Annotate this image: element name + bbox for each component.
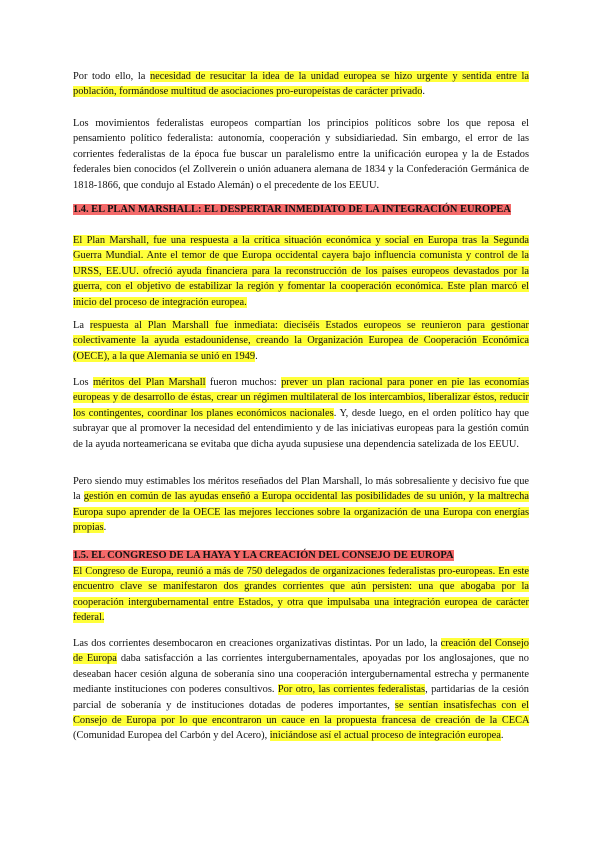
paragraph-congreso-europa bbox=[73, 564, 529, 626]
text-run: . bbox=[255, 350, 258, 362]
highlighted-text: se sentían insatisfechas con el Consejo de Europa por lo que encontraron un cauce en la propuesta francesa de creación de la CECA bbox=[73, 699, 529, 727]
text-run: Las dos corrientes desembocaron en creaciones organizativas distintas. Por un lado, la bbox=[73, 638, 441, 649]
paragraph-plan-marshall bbox=[73, 233, 529, 310]
text-run: La bbox=[73, 320, 90, 331]
text-run: . Y, desde luego, en el orden político hay que subrayar que al promover la necesidad del entendimiento y de las iniciativas europeas para la gestión común de la ayuda norteamericana se evitaba que dicha ayuda supusiese una dependencia satelizada de los EEUU. bbox=[73, 407, 530, 450]
highlighted-text: méritos del Plan Marshall bbox=[93, 377, 206, 388]
paragraph-meritos bbox=[73, 375, 529, 452]
highlighted-text: prever un plan racional para poner en pie las economías europeas y de desarrollo de éstas, crear un régimen multilateral de los intercambios, liberalizar éstos, reducir los contingentes, coordinar los planes económicos nacionales bbox=[73, 377, 530, 419]
text-run: Por todo ello, la bbox=[73, 71, 150, 82]
text-run: (Comunidad Europea del Carbón y del Acero), bbox=[73, 730, 270, 742]
text-run: fueron muchos: bbox=[205, 377, 282, 388]
highlighted-text: . Ante el temor de que Europa occidental cayera bajo influencia comunista y control de la URSS, EE.UU. ofreció ayuda financiera para la reconstrucción de los países europeos devastados por la guerra, con el objetivo de estabilizar la región y fomentar la cooperación económica. Este plan marcó el inicio del proceso de integración europea. bbox=[73, 250, 529, 308]
highlighted-text: gestión en común de las ayudas enseñó a Europa occidental las posibilidades de su unión, y la maltrecha Europa supo aprender de la OECE las mejores lecciones sobre la organización de una Europa con energías propias bbox=[73, 491, 529, 534]
text-run: Los bbox=[73, 377, 93, 388]
paragraph-unidad-europea bbox=[73, 69, 529, 100]
highlighted-text: respuesta a la crítica situación económica y social en Europa tras la Segunda Guerra Mundial bbox=[73, 235, 530, 262]
text-run: , partidarias de la cesión parcial de soberanía y de instituciones dotadas de poderes importantes, bbox=[73, 684, 529, 711]
paragraph-movimientos-federalistas bbox=[73, 116, 529, 193]
paragraph-respuesta-plan bbox=[73, 318, 529, 364]
highlighted-text: respuesta al Plan Marshall fue inmediata: dieciséis Estados europeos se reunieron para gestionar colectivamente la ayuda estadounidense, creando la Organización Europea de Cooperación Económica (OECE), a la que Alemania se unió en 1949 bbox=[73, 320, 529, 362]
section-heading-congreso-haya: 1.5. EL CONGRESO DE LA HAYA Y LA CREACIÓN DEL CONSEJO DE EUROPA bbox=[73, 550, 454, 561]
text-run: . bbox=[422, 86, 426, 98]
text-run: daba satisfacción a las corrientes intergubernamentales, apoyadas por los anglosajones, que no deseaban hacer cesión alguna de soberanía sino una cooperación intergubernamental estrecha y permanente mediante instituciones con poderes consultivos. bbox=[73, 653, 529, 696]
section-heading-plan-marshall: 1.4. EL PLAN MARSHALL: EL DESPERTAR INMEDIATO DE LA INTEGRACIÓN EUROPEA bbox=[73, 204, 511, 215]
text-run: Pero siendo muy estimables los méritos reseñados del Plan Marshall, lo más sobresaliente y decisivo fue que la bbox=[73, 476, 529, 503]
highlighted-text: Por otro, las corrientes federalistas bbox=[277, 684, 426, 696]
highlighted-text: necesidad de resucitar la idea de la unidad europea se hizo urgente y sentida entre la población, formándose multitud de asociaciones pro-europeístas de carácter privado bbox=[73, 71, 529, 98]
highlighted-text: El Congreso de Europa, reunió a más de 750 delegados de organizaciones federalistas pro-europeas. En este encuentro clave se manifestaron dos grandes corrientes que aún persisten: una que abogaba por la cooperación intergubernamental entre Estados, y otra que impulsaba una integración europea de carácter federal. bbox=[73, 566, 529, 624]
text-run: . bbox=[103, 522, 107, 534]
paragraph-gestion-comun bbox=[73, 474, 529, 536]
highlighted-text: creación del Consejo de Europa bbox=[73, 638, 530, 665]
highlighted-text: El Plan Marshall, fue una bbox=[73, 235, 191, 246]
paragraph-dos-corrientes bbox=[73, 636, 529, 744]
text-run: Los movimientos federalistas europeos compartían los principios políticos sobre los que reposa el pensamiento político federalista: autonomía, cooperación y subsidiariedad. Sin embargo, el error de las corrientes federalistas de la época fue buscar un paralelismo entre la unificación europea y la de Estados federales bien conocidos (el Zollverein o unión aduanera alemana de 1834 y la Confederación Germánica de 1818-1866, que condujo al Estado Alemán) o el precedente de los EEUU. bbox=[73, 118, 529, 191]
text-run: . bbox=[500, 730, 504, 742]
highlighted-text: iniciándose así el actual proceso de integración europea bbox=[269, 730, 501, 742]
